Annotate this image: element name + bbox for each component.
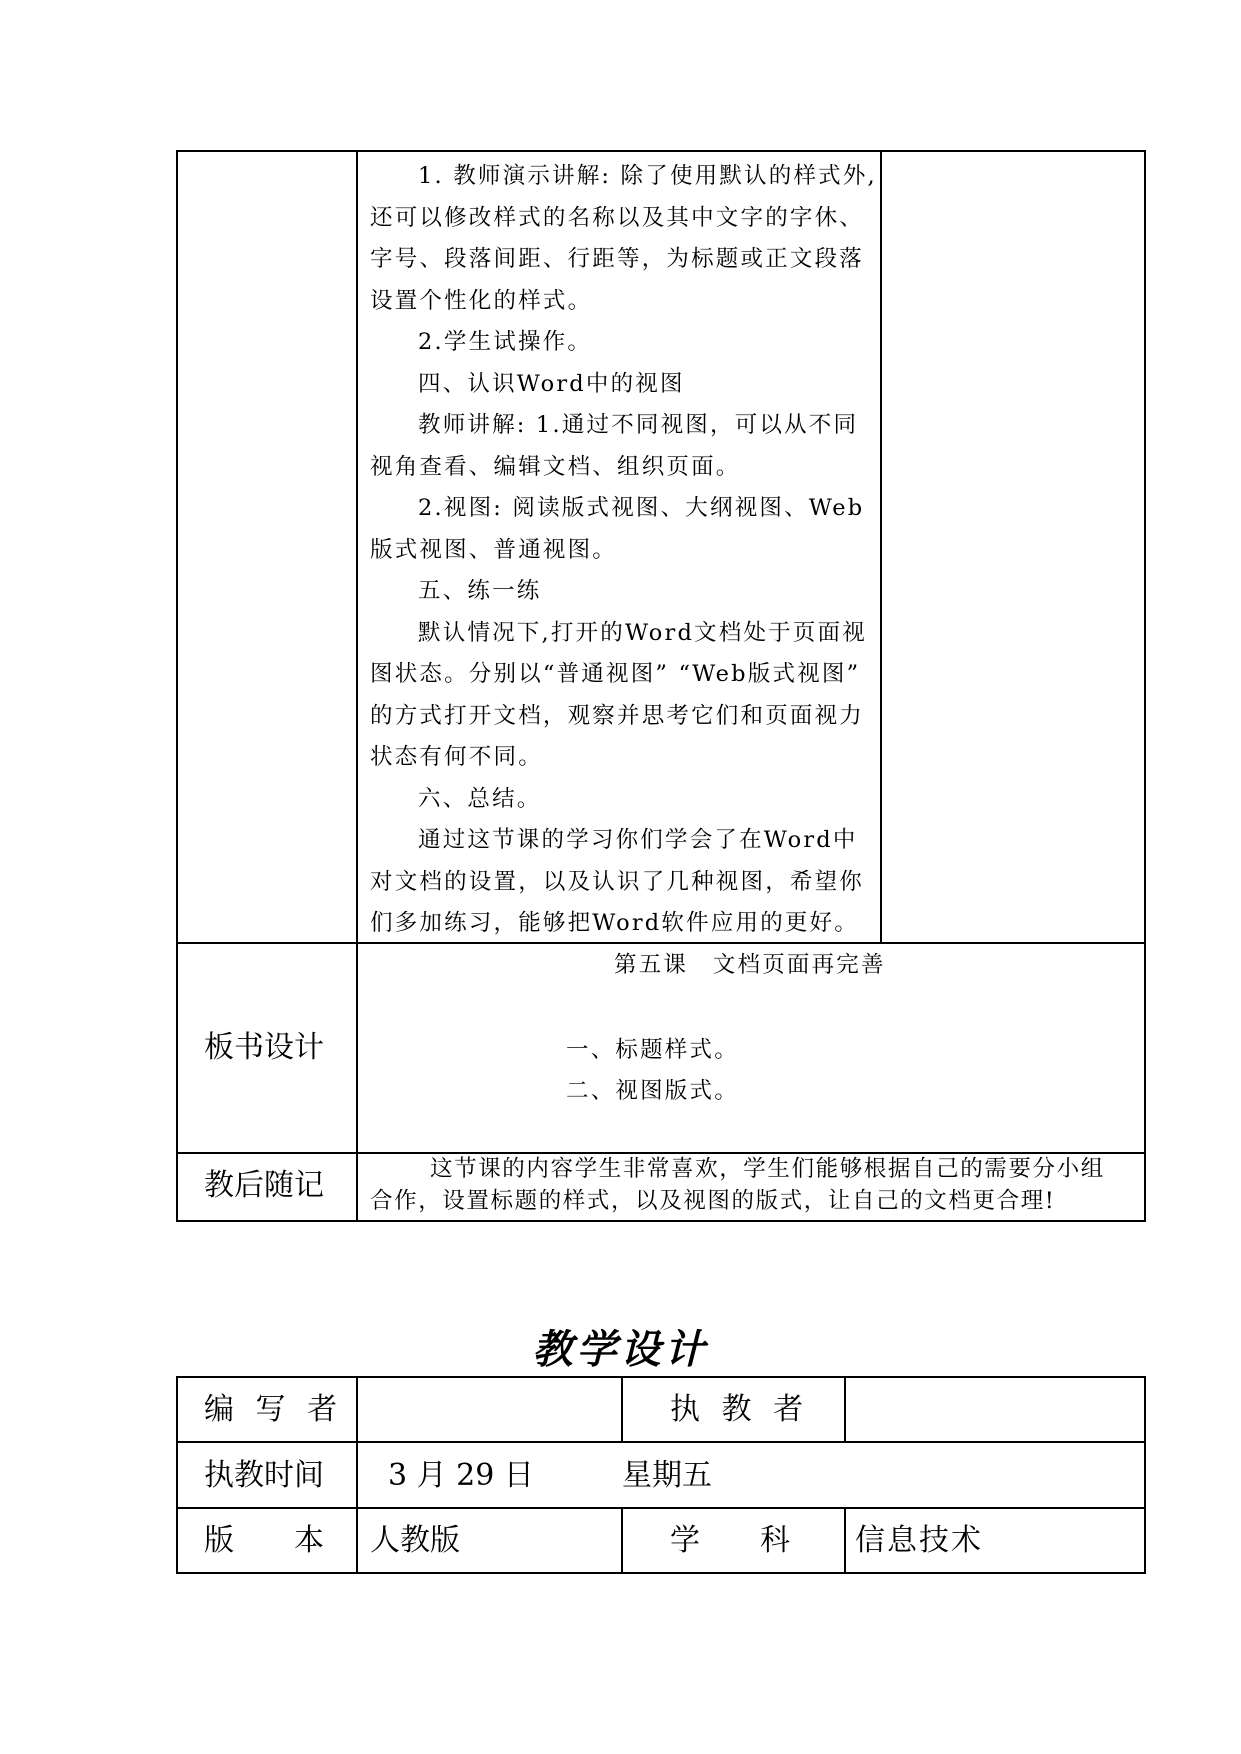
table-border-bottom <box>176 1220 1146 1222</box>
process-line: 默认情况下,打开的Word文档处于页面视 <box>418 620 867 646</box>
process-line: 字号、段落间距、行距等，为标题或正文段落 <box>370 246 865 272</box>
board-design-label: 板书设计 <box>204 1030 324 1065</box>
info-border-top <box>176 1376 1146 1378</box>
process-line: 四、认识Word中的视图 <box>418 371 685 397</box>
table-border-top <box>176 150 1146 152</box>
weekday-value: 星期五 <box>622 1458 712 1493</box>
info-row-line-1 <box>176 1441 1146 1443</box>
process-line: 的方式打开文档，观察并思考它们和页面视力 <box>370 703 865 729</box>
subject-value: 信息技术 <box>855 1523 983 1558</box>
info-border-bottom <box>176 1572 1146 1574</box>
process-line: 状态有何不同。 <box>370 744 543 770</box>
process-line: 1. 教师演示讲解: 除了使用默认的样式外, <box>418 163 877 189</box>
teaching-design-title: 教学设计 <box>532 1326 709 1373</box>
process-line: 五、练一练 <box>418 578 542 604</box>
edition-value: 人教版 <box>370 1523 460 1558</box>
date-value: 3 月 29 日 <box>388 1458 534 1493</box>
info-col-line-3 <box>844 1376 846 1443</box>
time-label: 执教时间 <box>204 1458 324 1493</box>
process-line: 教师讲解: 1.通过不同视图，可以从不同 <box>418 412 859 438</box>
process-line: 视角查看、编辑文档、组织页面。 <box>370 454 741 480</box>
table-border-left <box>176 150 178 1222</box>
info-col-line-2 <box>621 1376 623 1443</box>
table-divider-notes-col <box>880 150 882 943</box>
author-label: 编 写 者 <box>204 1392 344 1427</box>
teacher-label: 执 教 者 <box>670 1392 810 1427</box>
process-line: 对文档的设置，以及认识了几种视图，希望你 <box>370 869 865 895</box>
edition-label: 版 本 <box>204 1523 324 1558</box>
process-line: 版式视图、普通视图。 <box>370 537 618 563</box>
table-border-right <box>1144 150 1146 1222</box>
info-col-line-3b <box>844 1507 846 1574</box>
process-line: 还可以修改样式的名称以及其中文字的字休、 <box>370 205 865 231</box>
board-design-item: 二、视图版式。 <box>566 1078 739 1104</box>
table-divider-label-col <box>356 150 358 1222</box>
process-line: 2.学生试操作。 <box>418 329 593 355</box>
info-col-line-1 <box>356 1376 358 1574</box>
table-row-line-1 <box>176 942 1146 944</box>
info-border-right <box>1144 1376 1146 1574</box>
process-line: 设置个性化的样式。 <box>370 288 593 314</box>
info-col-line-2b <box>621 1507 623 1574</box>
process-line: 图状态。分别以“普通视图” “Web版式视图” <box>370 661 861 687</box>
board-design-item: 一、标题样式。 <box>566 1037 739 1063</box>
info-border-left <box>176 1376 178 1574</box>
process-line: 通过这节课的学习你们学会了在Word中 <box>418 827 858 853</box>
reflection-line: 合作，设置标题的样式，以及视图的版式，让自己的文档更合理! <box>370 1188 1056 1214</box>
process-line: 们多加练习，能够把Word软件应用的更好。 <box>370 910 860 936</box>
reflection-line: 这节课的内容学生非常喜欢，学生们能够根据自己的需要分小组 <box>430 1156 1105 1182</box>
board-design-title: 第五课 文档页面再完善 <box>614 952 886 978</box>
info-row-line-2 <box>176 1507 1146 1509</box>
subject-label: 学 科 <box>670 1523 790 1558</box>
process-line: 2.视图: 阅读版式视图、大纲视图、Web <box>418 495 865 521</box>
reflection-label: 教后随记 <box>204 1168 324 1203</box>
process-line: 六、总结。 <box>418 786 542 812</box>
